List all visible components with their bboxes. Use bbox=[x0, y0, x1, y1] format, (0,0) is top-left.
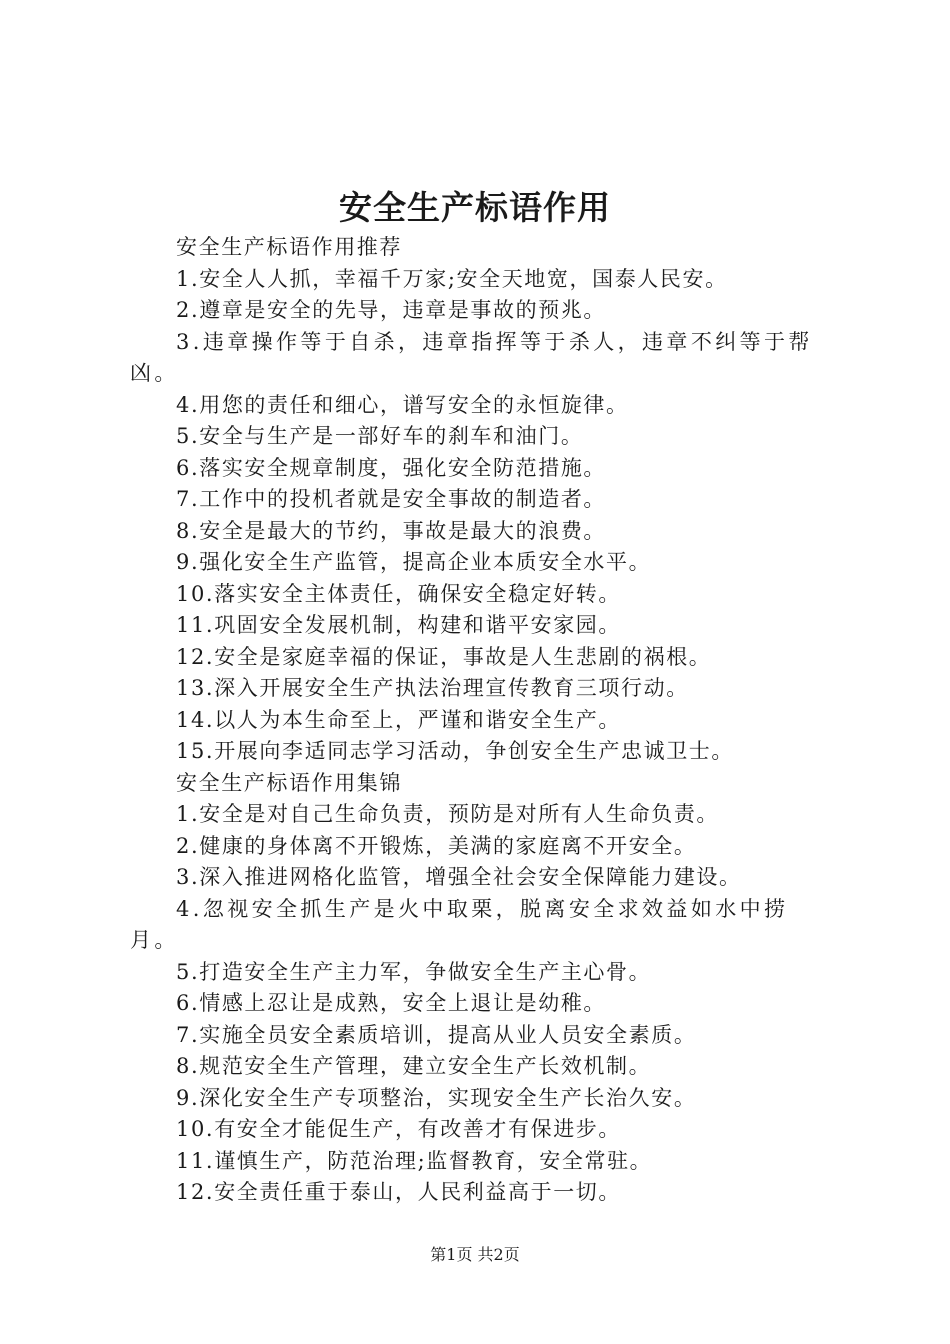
slogan-line: 8.安全是最大的节约，事故是最大的浪费。 bbox=[176, 518, 607, 543]
slogan-line: 14.以人为本生命至上，严谨和谐安全生产。 bbox=[176, 707, 621, 732]
slogan-line: 7.工作中的投机者就是安全事故的制造者。 bbox=[176, 487, 607, 511]
slogan-line: 5.安全与生产是一部好车的刹车和油门。 bbox=[176, 424, 584, 448]
slogan-line: 15.开展向李适同志学习活动，争创安全生产忠诚卫士。 bbox=[176, 739, 734, 763]
slogan-line: 5.打造安全生产主力军，争做安全生产主心骨。 bbox=[176, 959, 652, 984]
page-number-footer: 第1页 共2页 bbox=[430, 1245, 520, 1264]
slogan-line: 3.违章操作等于自杀，违章指挥等于杀人，违章不纠等于帮凶。 bbox=[130, 329, 813, 385]
document-body bbox=[130, 232, 836, 1209]
slogan-line: 9.强化安全生产监管，提高企业本质安全水平。 bbox=[176, 550, 652, 574]
slogan-line: 9.深化安全生产专项整治，实现安全生产长治久安。 bbox=[176, 1085, 697, 1110]
section-heading: 安全生产标语作用集锦 bbox=[176, 770, 402, 795]
slogan-line: 4.忽视安全抓生产是火中取栗，脱离安全求效益如水中捞月。 bbox=[130, 896, 789, 952]
slogan-line: 1.安全是对自己生命负责，预防是对所有人生命负责。 bbox=[176, 802, 720, 826]
slogan-line: 12.安全责任重于泰山，人民利益高于一切。 bbox=[176, 1180, 621, 1204]
slogan-line: 13.深入开展安全生产执法治理宣传教育三项行动。 bbox=[176, 676, 689, 700]
slogan-line: 10.有安全才能促生产，有改善才有保进步。 bbox=[176, 1117, 621, 1141]
slogan-line: 2.遵章是安全的先导，违章是事故的预兆。 bbox=[176, 298, 607, 322]
slogan-line: 12.安全是家庭幸福的保证，事故是人生悲剧的祸根。 bbox=[176, 644, 712, 669]
slogan-line: 11.巩固安全发展机制，构建和谐平安家园。 bbox=[176, 613, 621, 637]
slogan-line: 6.情感上忍让是成熟，安全上退让是幼稚。 bbox=[176, 991, 607, 1015]
slogan-line: 8.规范安全生产管理，建立安全生产长效机制。 bbox=[176, 1054, 652, 1078]
document-title: 安全生产标语作用 bbox=[339, 188, 611, 227]
slogan-line: 4.用您的责任和细心，谱写安全的永恒旋律。 bbox=[176, 392, 629, 417]
slogan-line: 10.落实安全主体责任，确保安全稳定好转。 bbox=[176, 581, 621, 606]
slogan-line: 3.深入推进网格化监管，增强全社会安全保障能力建设。 bbox=[176, 865, 742, 889]
slogan-line: 11.谨慎生产，防范治理;监督教育，安全常驻。 bbox=[176, 1148, 653, 1173]
section-heading: 安全生产标语作用推荐 bbox=[176, 235, 402, 259]
slogan-line: 2.健康的身体离不开锻炼，美满的家庭离不开安全。 bbox=[176, 833, 697, 858]
slogan-line: 1.安全人人抓，幸福千万家;安全天地宽，国泰人民安。 bbox=[176, 266, 728, 291]
slogan-line: 7.实施全员安全素质培训，提高从业人员安全素质。 bbox=[176, 1022, 697, 1047]
slogan-line: 6.落实安全规章制度，强化安全防范措施。 bbox=[176, 455, 607, 480]
